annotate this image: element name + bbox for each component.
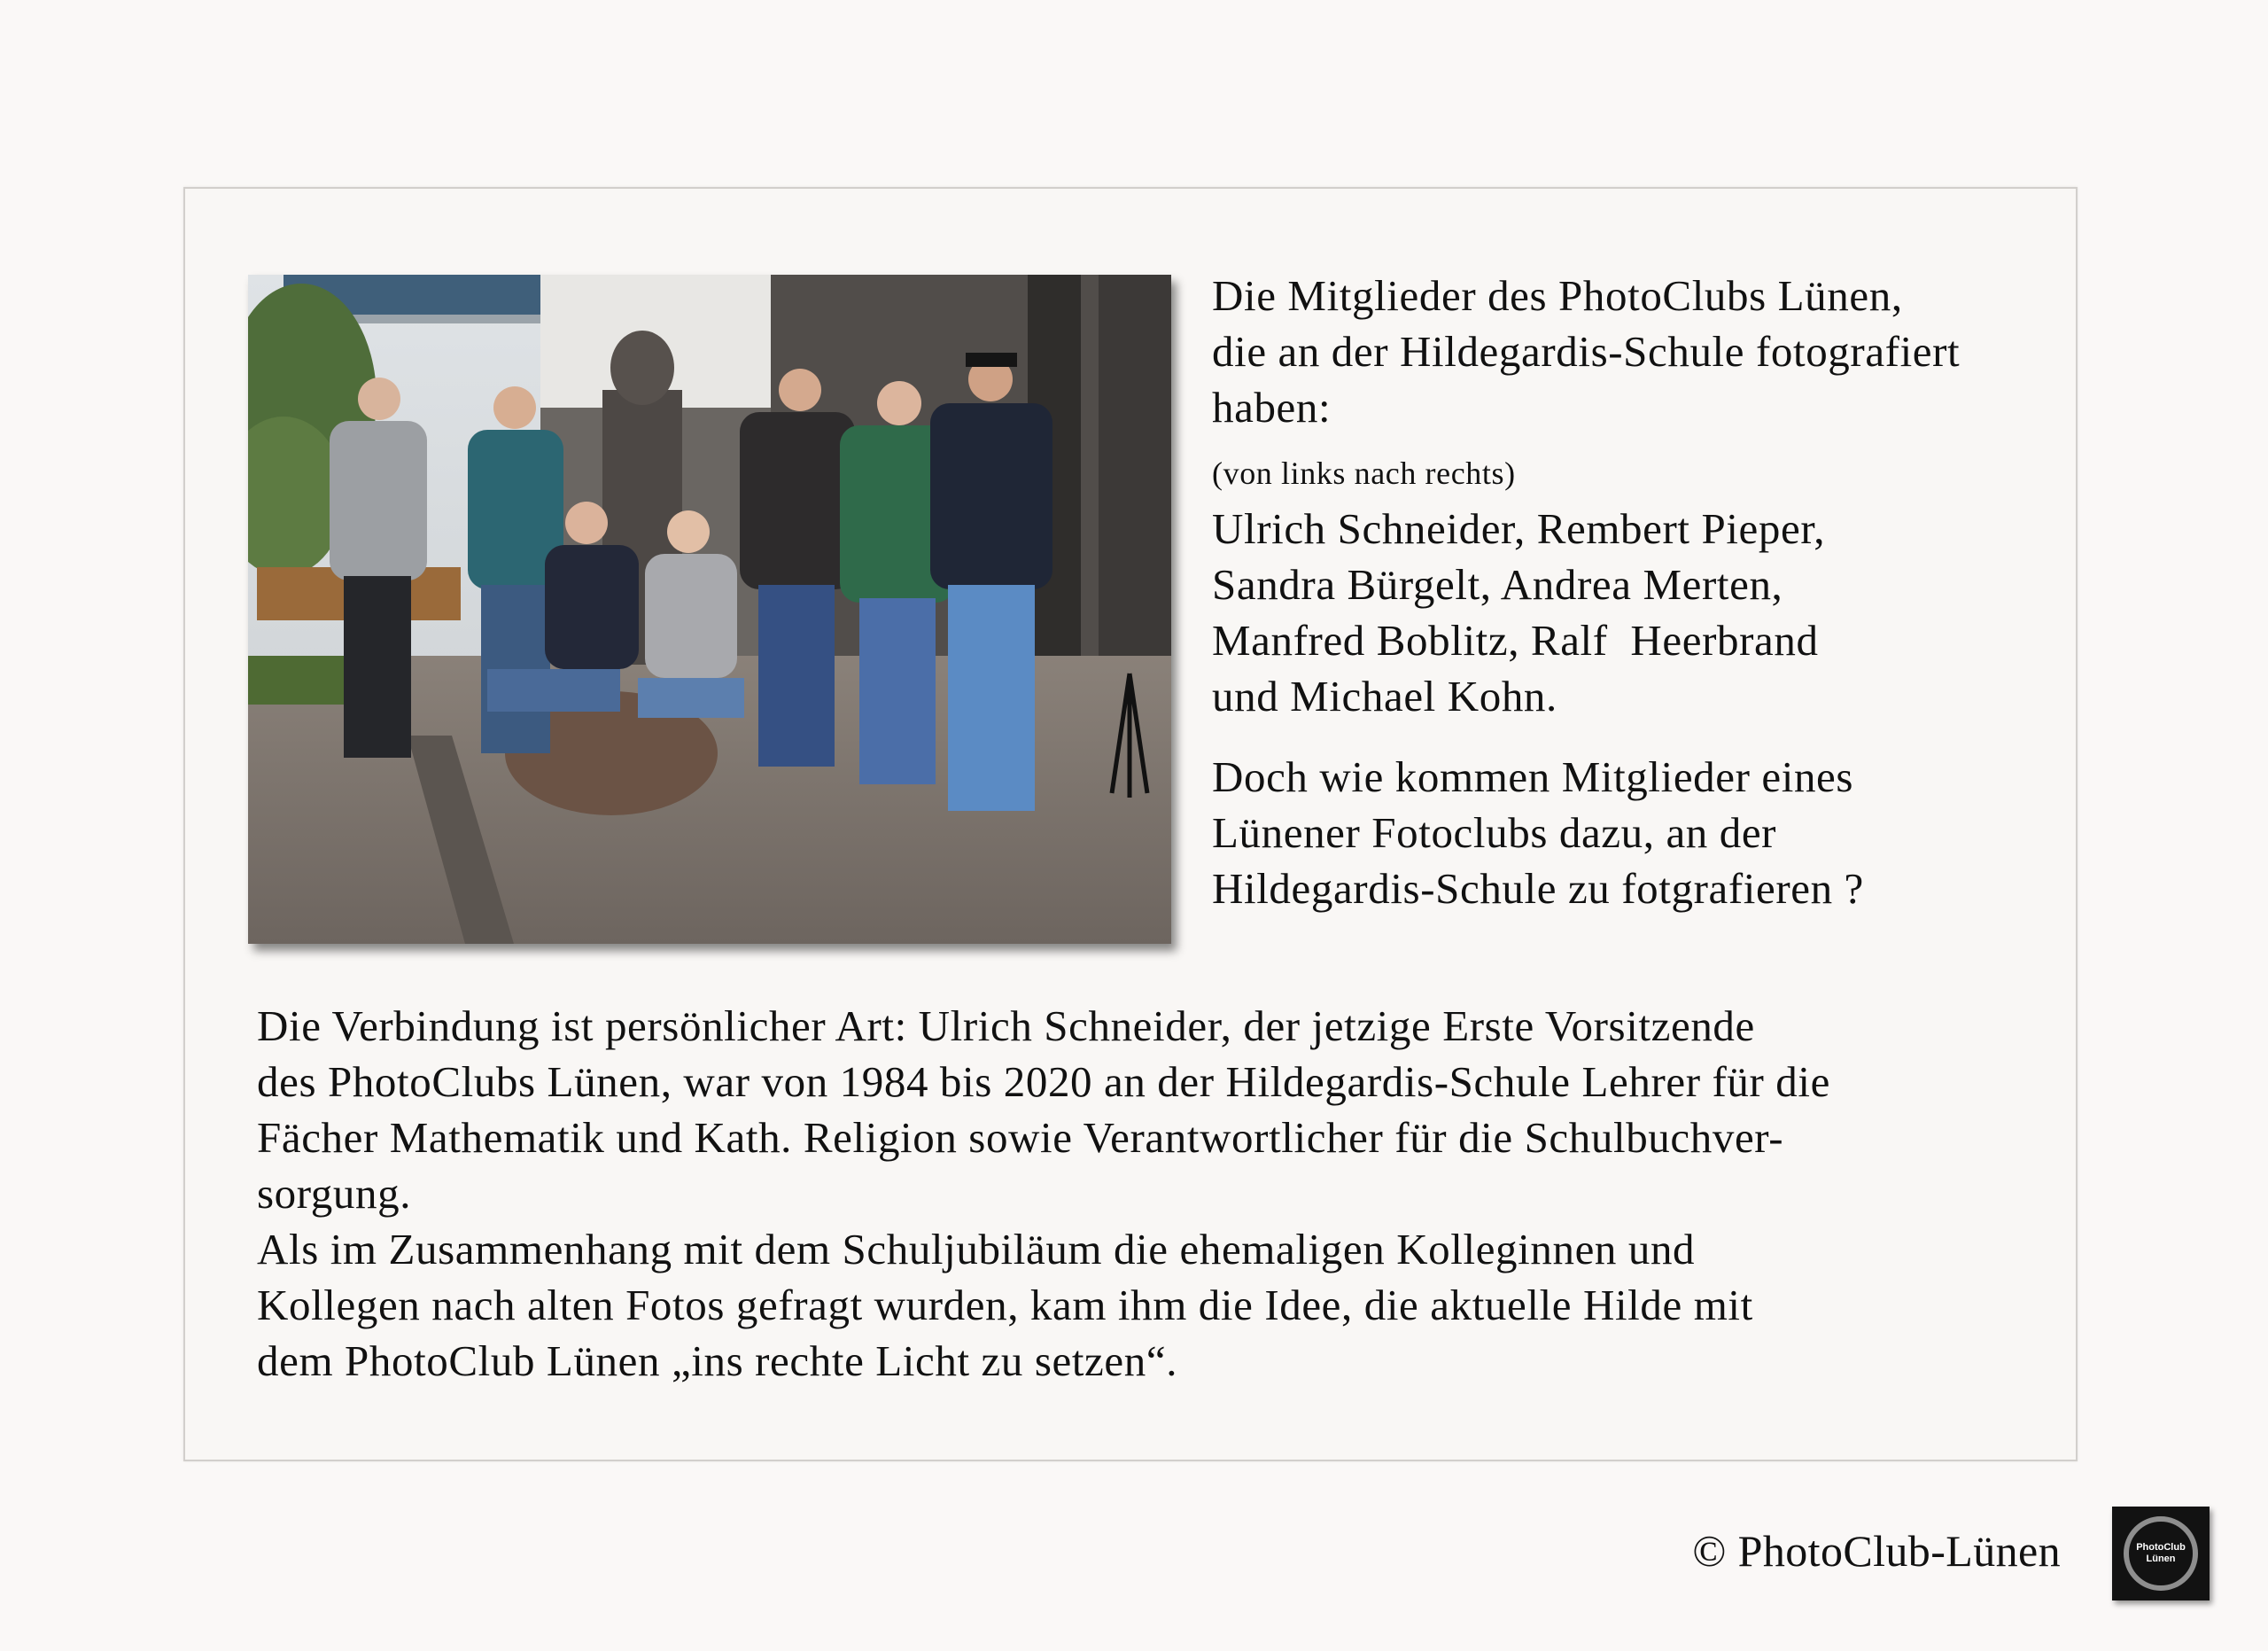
- question-paragraph: [1212, 749, 2062, 916]
- question-line: Hildegardis-Schule zu fotgrafieren ?: [1212, 864, 1864, 913]
- intro-text-block: [1212, 268, 2062, 916]
- names-line: Ulrich Schneider, Rembert Pieper,: [1212, 504, 1826, 553]
- order-note: (von links nach rechts): [1212, 456, 1516, 491]
- body-line: Fächer Mathematik und Kath. Religion sowie Verantwortlicher für die Schulbuchver-: [257, 1113, 1784, 1162]
- intro-line: haben:: [1212, 383, 1332, 432]
- logo-ring-icon: [2124, 1516, 2198, 1591]
- question-line: Doch wie kommen Mitglieder eines: [1212, 752, 1854, 801]
- explanation-paragraph: [257, 998, 2038, 1389]
- names-line: Manfred Boblitz, Ralf Heerbrand: [1212, 616, 1819, 665]
- body-line: sorgung.: [257, 1169, 412, 1218]
- intro-line: die an der Hildegardis-Schule fotografiert: [1212, 327, 1961, 376]
- body-line: Als im Zusammenhang mit dem Schuljubiläum die ehemaligen Kolleginnen und: [257, 1225, 1696, 1273]
- member-names: [1212, 501, 2062, 724]
- question-line: Lünener Fotoclubs dazu, an der: [1212, 808, 1777, 857]
- body-line: Die Verbindung ist persönlicher Art: Ulrich Schneider, der jetzige Erste Vorsitzende: [257, 1001, 1755, 1050]
- names-line: Sandra Bürgelt, Andrea Merten,: [1212, 560, 1783, 609]
- names-line: und Michael Kohn.: [1212, 672, 1557, 720]
- intro-line: Die Mitglieder des PhotoClubs Lünen,: [1212, 271, 1903, 320]
- logo-text: PhotoClub: [2136, 1542, 2186, 1553]
- body-line: des PhotoClubs Lünen, war von 1984 bis 2020 an der Hildegardis-Schule Lehrer für die: [257, 1057, 1830, 1106]
- intro-heading: [1212, 268, 2062, 435]
- group-photo: [248, 275, 1171, 944]
- explanation-text: [257, 998, 2038, 1389]
- body-line: dem PhotoClub Lünen „ins rechte Licht zu setzen“.: [257, 1336, 1178, 1385]
- logo-text: Lünen: [2146, 1554, 2176, 1564]
- copyright-notice: © PhotoClub-Lünen: [1692, 1526, 2061, 1576]
- body-line: Kollegen nach alten Fotos gefragt wurden, kam ihm die Idee, die aktuelle Hilde mit: [257, 1281, 1753, 1329]
- photoclub-logo: [2112, 1507, 2210, 1600]
